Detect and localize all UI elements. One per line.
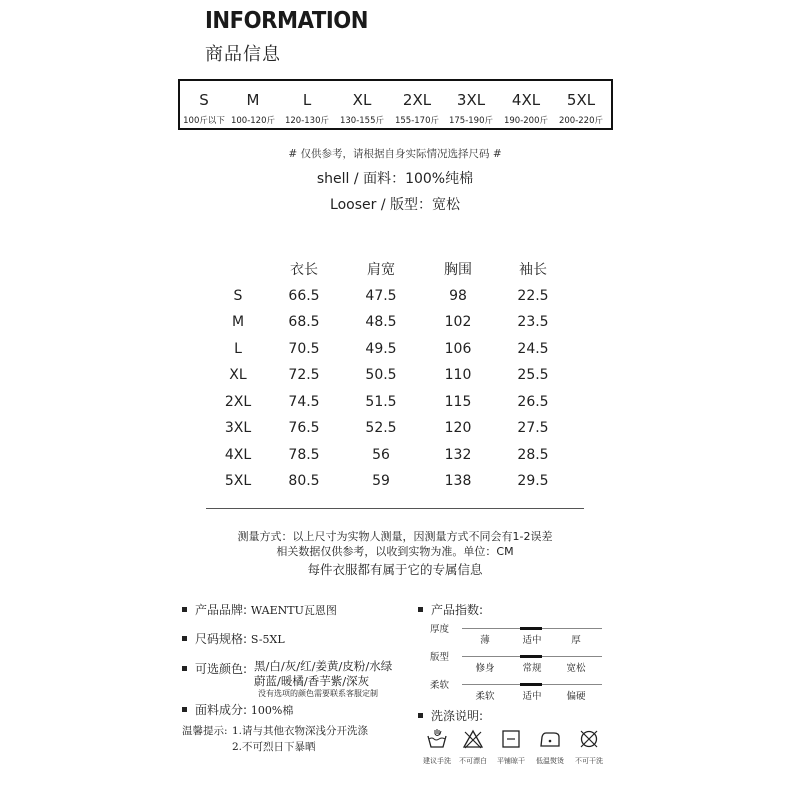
- bullet-icon: [182, 707, 187, 712]
- table-cell: 50.5: [365, 367, 397, 384]
- wash-caption: 不可漂白: [459, 757, 487, 765]
- table-cell: 52.5: [365, 420, 397, 437]
- fabric-value: 100%棉: [250, 704, 294, 717]
- index-marker: [520, 655, 542, 658]
- table-cell: M: [231, 314, 245, 331]
- fabric-label: 面料成分:: [195, 703, 248, 717]
- measurement-table: [210, 256, 570, 495]
- size-cell: [226, 81, 280, 128]
- brand-row: [182, 601, 337, 618]
- size-label: 3XL: [456, 91, 486, 109]
- size-cell: [180, 81, 228, 128]
- table-cell: 102: [444, 314, 472, 331]
- table-cell: 23.5: [517, 314, 549, 331]
- table-cell: 47.5: [365, 287, 397, 304]
- indices-title: 产品指数:: [418, 601, 483, 618]
- no-dry-clean-icon: [578, 728, 600, 750]
- index-marker: [520, 683, 542, 686]
- flat-dry-icon: [500, 728, 522, 750]
- index-label-fit: 版型: [430, 652, 450, 663]
- wash-caption: 低温熨烫: [536, 757, 564, 765]
- table-cell: 59: [372, 473, 390, 490]
- color-row: [182, 660, 247, 677]
- index-option: 柔软: [475, 691, 495, 702]
- table-cell: 138: [444, 473, 472, 490]
- table-cell: 3XL: [224, 420, 252, 437]
- table-cell: 76.5: [288, 420, 320, 437]
- index-option: 薄: [480, 635, 490, 646]
- table-cell: 26.5: [517, 393, 549, 410]
- index-option: 偏硬: [566, 691, 586, 702]
- table-row: [210, 442, 570, 469]
- table-cell: XL: [229, 367, 247, 384]
- index-option: 修身: [475, 663, 495, 674]
- table-cell: L: [234, 340, 242, 357]
- table-cell: S: [233, 287, 243, 304]
- table-header: 胸围: [444, 262, 472, 279]
- size-cell: [444, 81, 498, 128]
- wash-item: [566, 728, 612, 766]
- table-cell: 25.5: [517, 367, 549, 384]
- table-cell: 51.5: [365, 393, 397, 410]
- table-row: [210, 336, 570, 363]
- table-cell: 27.5: [517, 420, 549, 437]
- wash-title: 洗涤说明:: [418, 707, 483, 724]
- table-cell: 29.5: [517, 473, 549, 490]
- table-cell: 24.5: [517, 340, 549, 357]
- table-cell: 68.5: [288, 314, 320, 331]
- size-label: XL: [352, 91, 372, 109]
- table-cell: 22.5: [517, 287, 549, 304]
- table-header-row: [210, 256, 570, 283]
- size-label: S: [199, 91, 209, 109]
- weight-label: 155-170斤: [394, 116, 439, 126]
- table-cell: 78.5: [288, 446, 320, 463]
- table-cell: 110: [444, 367, 472, 384]
- size-label: 2XL: [402, 91, 432, 109]
- weight-label: 100斤以下: [183, 116, 225, 126]
- wash-caption: 平铺晾干: [497, 757, 525, 765]
- weight-label: 100-120斤: [230, 116, 275, 126]
- size-cell: [280, 81, 334, 128]
- table-cell: 80.5: [288, 473, 320, 490]
- table-row: [210, 283, 570, 310]
- index-option: 厚: [571, 635, 581, 646]
- weight-label: 200-220斤: [558, 116, 603, 126]
- fabric-row: [182, 701, 293, 718]
- table-cell: 4XL: [224, 446, 252, 463]
- measure-note-line3: 每件衣服都有属于它的专属信息: [307, 562, 483, 577]
- color-custom-note: 没有选项的颜色需要联系客服定制: [258, 689, 378, 698]
- weight-label: 120-130斤: [284, 116, 329, 126]
- bullet-icon: [418, 607, 423, 612]
- brand-value: WAENTU瓦恩图: [250, 604, 337, 617]
- size-reference-note: # 仅供参考，请根据自身实际情况选择尺码 #: [288, 148, 502, 160]
- table-cell: 66.5: [288, 287, 320, 304]
- table-cell: 132: [444, 446, 472, 463]
- size-spec-value: S-5XL: [250, 633, 285, 646]
- measure-note-line1: 测量方式：以上尺寸为实物人测量，因测量方式不同会有1-2误差: [237, 530, 553, 543]
- table-header: 袖长: [519, 262, 547, 279]
- wash-caption: 不可干洗: [575, 757, 603, 765]
- weight-label: 175-190斤: [448, 116, 493, 126]
- table-cell: 115: [444, 393, 472, 410]
- table-cell: 72.5: [288, 367, 320, 384]
- wash-caption: 建议手洗: [423, 757, 451, 765]
- size-spec-label: 尺码规格:: [195, 632, 248, 646]
- bullet-icon: [182, 636, 187, 641]
- table-cell: 48.5: [365, 314, 397, 331]
- table-row: [210, 415, 570, 442]
- tip-1: 1.请与其他衣物深浅分开洗涤: [232, 725, 369, 737]
- table-header: 肩宽: [367, 262, 395, 279]
- size-label: 5XL: [566, 91, 596, 109]
- table-cell: 98: [449, 287, 467, 304]
- table-cell: 2XL: [224, 393, 252, 410]
- table-cell: 49.5: [365, 340, 397, 357]
- index-option-selected: 适中: [522, 691, 542, 702]
- size-cell: [554, 81, 608, 128]
- table-cell: 56: [372, 446, 390, 463]
- table-row: [210, 309, 570, 336]
- size-label: L: [302, 91, 312, 109]
- table-cell: 74.5: [288, 393, 320, 410]
- divider: [206, 508, 584, 509]
- index-option-selected: 常规: [522, 663, 542, 674]
- page-title: INFORMATION: [205, 8, 369, 34]
- bullet-icon: [182, 666, 187, 671]
- size-cell: [335, 81, 389, 128]
- weight-label: 130-155斤: [339, 116, 384, 126]
- no-bleach-icon: [462, 728, 484, 750]
- table-cell: 120: [444, 420, 472, 437]
- brand-label: 产品品牌:: [195, 603, 248, 617]
- size-label: 4XL: [511, 91, 541, 109]
- table-header: 衣长: [290, 262, 318, 279]
- index-option-selected: 适中: [522, 635, 542, 646]
- low-iron-icon: [538, 728, 562, 750]
- table-header: [210, 256, 266, 283]
- bullet-icon: [418, 713, 423, 718]
- table-row: [210, 389, 570, 416]
- size-weight-chart: [178, 79, 613, 130]
- size-cell: [499, 81, 553, 128]
- index-option: 宽松: [566, 663, 586, 674]
- color-label: 可选颜色:: [195, 662, 248, 676]
- hand-wash-icon: [426, 728, 448, 750]
- index-label-softness: 柔软: [430, 680, 450, 691]
- material-line: shell / 面料：100%纯棉: [316, 171, 474, 187]
- size-cell: [390, 81, 444, 128]
- fit-line: Looser / 版型：宽松: [330, 197, 460, 213]
- tips-label: 温馨提示:: [182, 725, 228, 737]
- color-options-line1: 黑/白/灰/红/姜黄/皮粉/水绿: [254, 659, 393, 673]
- page-subtitle: 商品信息: [205, 44, 281, 65]
- table-row: [210, 362, 570, 389]
- weight-label: 190-200斤: [503, 116, 548, 126]
- tip-2: 2.不可烈日下暴晒: [232, 741, 316, 753]
- table-cell: 28.5: [517, 446, 549, 463]
- measure-note-line2: 相关数据仅供参考，以收到实物为准。单位：CM: [276, 545, 514, 558]
- table-row: [210, 468, 570, 495]
- size-spec-row: [182, 630, 285, 647]
- size-label: M: [246, 91, 260, 109]
- index-label-thickness: 厚度: [430, 624, 450, 635]
- bullet-icon: [182, 607, 187, 612]
- table-cell: 5XL: [224, 473, 252, 490]
- table-cell: 106: [444, 340, 472, 357]
- index-marker: [520, 627, 542, 630]
- table-cell: 70.5: [288, 340, 320, 357]
- color-options-line2: 蔚蓝/暖橘/香芋紫/深灰: [254, 674, 370, 688]
